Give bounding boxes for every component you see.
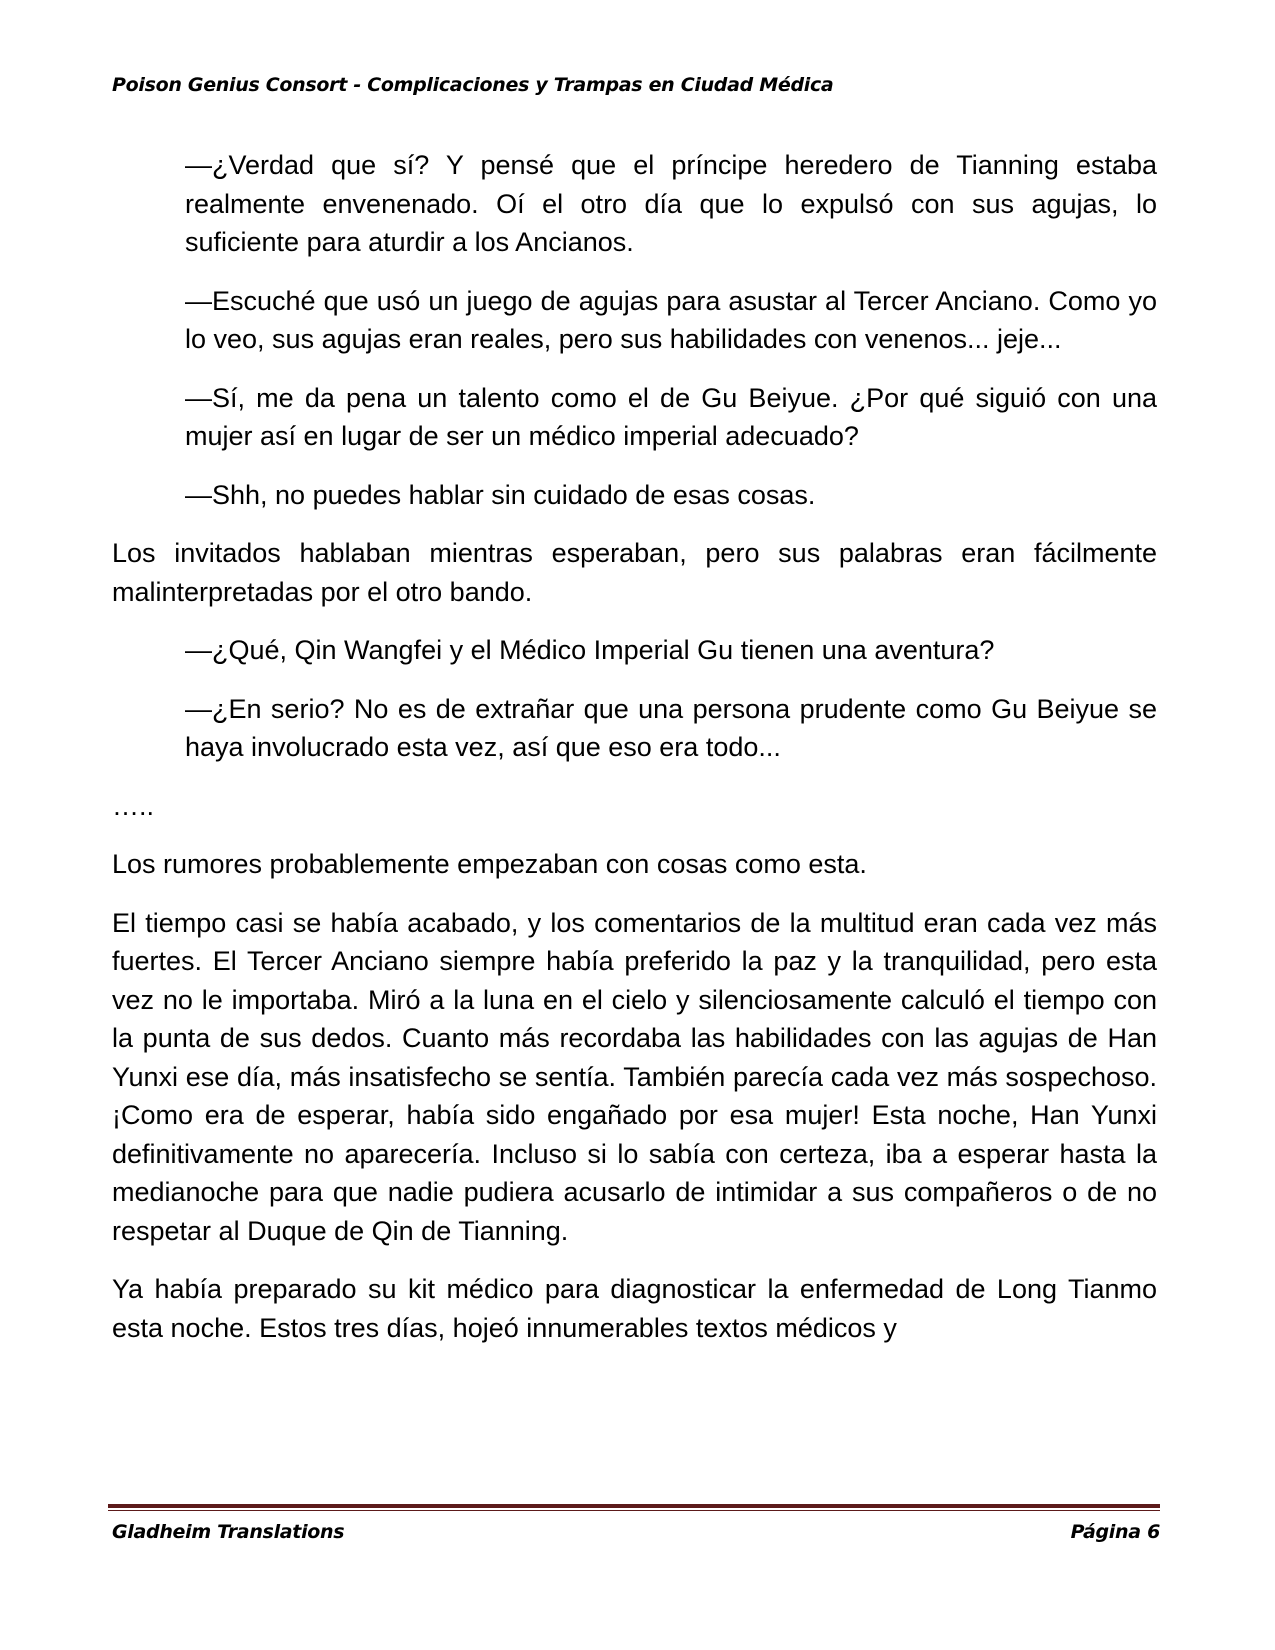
paragraph: —¿Verdad que sí? Y pensé que el príncipe heredero de Tianning estaba realmente envenenado. Oí el otro día que lo expulsó con sus agujas, lo suficiente para aturdir a los Ancianos.	[185, 150, 1157, 257]
footer-publisher: Gladheim Translations	[112, 1521, 345, 1543]
paragraph: Los invitados hablaban mientras esperaban, pero sus palabras eran fácilmente malinterpretadas por el otro bando.	[112, 538, 1157, 607]
paragraph: —Shh, no puedes hablar sin cuidado de esas cosas.	[185, 479, 816, 510]
paragraph: Los rumores probablemente empezaban con cosas como esta.	[112, 849, 867, 879]
page-body	[112, 146, 1157, 1367]
footer-divider	[108, 1504, 1160, 1511]
paragraph: —¿Qué, Qin Wangfei y el Médico Imperial Gu tienen una aventura?	[185, 635, 995, 665]
scene-break: …..	[112, 790, 155, 821]
paragraph: El tiempo casi se había acabado, y los comentarios de la multitud eran cada vez más fuertes. El Tercer Anciano siempre había preferido la paz y la tranquilidad, pero esta vez no le importaba. Miró a la luna en el cielo y silenciosamente calculó el tiempo con la punta de sus dedos. Cuanto más recordaba las habilidades con las agujas de Han Yunxi ese día, más insatisfecho se sentía. También parecía cada vez más sospechoso. ¡Como era de esperar, había sido engañado por esa mujer! Esta noche, Han Yunxi definitivamente no aparecería. Incluso si lo sabía con certeza, iba a esperar hasta la medianoche para que nadie pudiera acusarlo de intimidar a sus compañeros o de no respetar al Duque de Qin de Tianning.	[112, 907, 1157, 1246]
paragraph: —Sí, me da pena un talento como el de Gu Beiyue. ¿Por qué siguió con una mujer así en lugar de ser un médico imperial adecuado?	[185, 382, 1157, 451]
document-header: Poison Genius Consort - Complicaciones y Trampas en Ciudad Médica	[112, 74, 834, 96]
paragraph: Ya había preparado su kit médico para diagnosticar la enfermedad de Long Tianmo esta noche. Estos tres días, hojeó innumerables textos médicos y	[112, 1274, 1157, 1343]
paragraph: —Escuché que usó un juego de agujas para asustar al Tercer Anciano. Como yo lo veo, sus agujas eran reales, pero sus habilidades con venenos... jeje...	[185, 285, 1157, 354]
paragraph: —¿En serio? No es de extrañar que una persona prudente como Gu Beiyue se haya involucrado esta vez, así que eso era todo...	[185, 693, 1157, 762]
page-number: Página 6	[1070, 1521, 1160, 1543]
